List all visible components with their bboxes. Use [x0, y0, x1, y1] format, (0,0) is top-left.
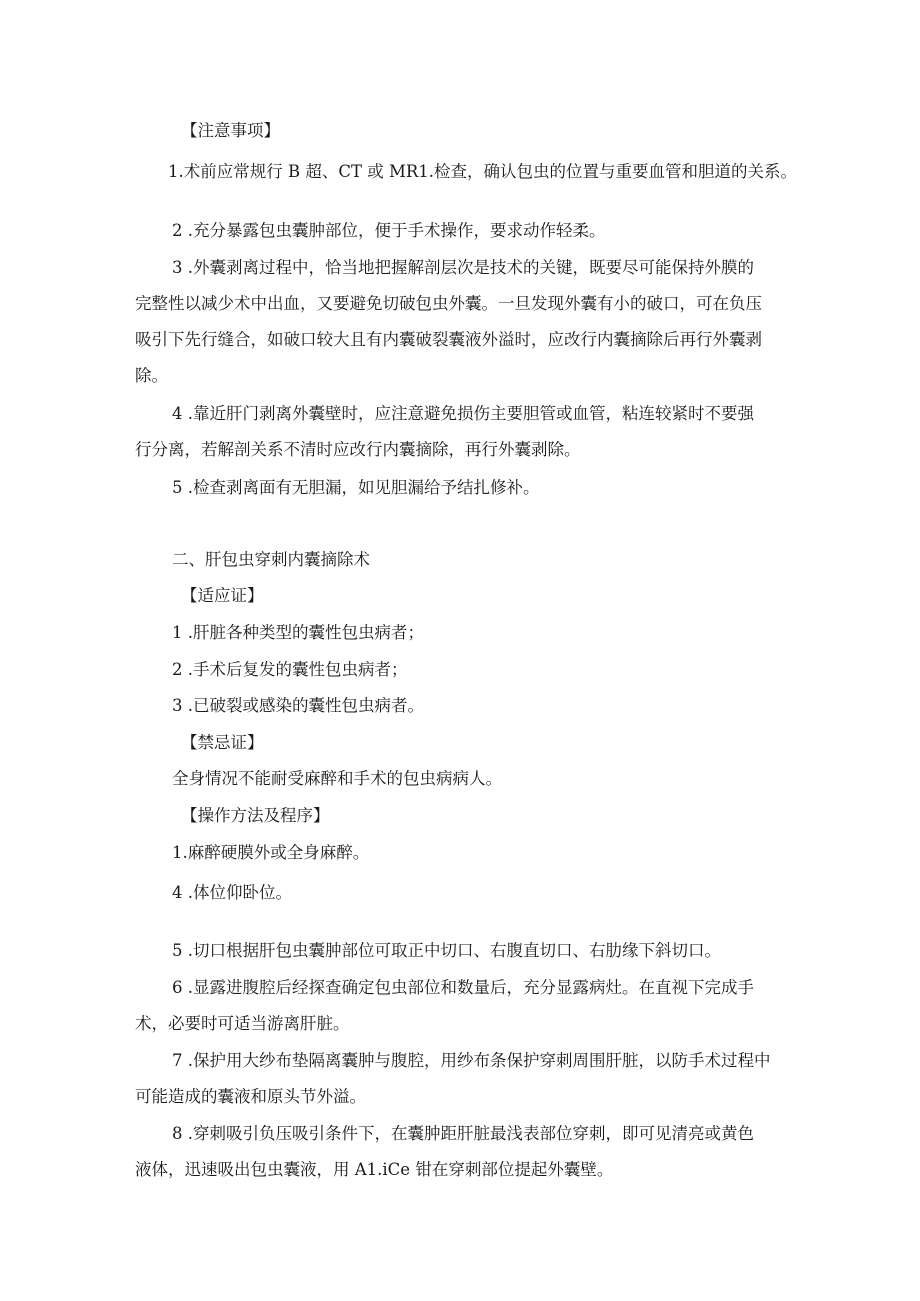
note-3-line-2: 完整性以减少术中出血，又要避免切破包虫外囊。一旦发现外囊有小的破口，可在负压	[135, 294, 762, 313]
note-3-line-4: 除。	[135, 366, 168, 385]
step-4: 4 .体位仰卧位。	[172, 883, 292, 902]
contraindications-heading: 【禁忌证】	[181, 733, 264, 752]
note-3-line-3: 吸引下先行缝合，如破口较大且有内囊破裂囊液外溢时，应改行内囊摘除后再行外囊剥	[135, 330, 762, 349]
contraindications-text: 全身情况不能耐受麻醉和手术的包虫病病人。	[172, 769, 502, 788]
notes-heading: 【注意事项】	[181, 121, 280, 140]
step-1: 1.麻醉硬膜外或全身麻醉。	[172, 843, 370, 862]
step-7-line-1: 7 .保护用大纱布垫隔离囊肿与腹腔，用纱布条保护穿刺周围肝脏，以防手术过程中	[172, 1051, 771, 1070]
step-8-line-1: 8 .穿刺吸引负压吸引条件下，在囊肿距肝脏最浅表部位穿刺，即可见清亮或黄色	[172, 1124, 754, 1143]
note-5: 5 .检查剥离面有无胆漏，如见胆漏给予结扎修补。	[172, 478, 540, 497]
section-title: 二、肝包虫穿刺内囊摘除术	[172, 550, 370, 569]
step-8-line-2: 液体，迅速吸出包虫囊液，用 A1.iCe 钳在穿刺部位提起外囊壁。	[135, 1160, 614, 1179]
note-4-line-1: 4 .靠近肝门剥离外囊壁时，应注意避免损伤主要胆管或血管，粘连较紧时不要强	[172, 404, 754, 423]
procedure-heading: 【操作方法及程序】	[181, 806, 330, 825]
step-5: 5 .切口根据肝包虫囊肿部位可取正中切口、右腹直切口、右肋缘下斜切口。	[172, 941, 721, 960]
note-1: 1.术前应常规行 B 超、CT 或 MR1.检查，确认包虫的位置与重要血管和胆道的关系。	[168, 162, 798, 181]
note-2: 2 .充分暴露包虫囊肿部位，便于手术操作，要求动作轻柔。	[172, 221, 606, 240]
indication-item: 2 .手术后复发的囊性包虫病者；	[172, 660, 408, 679]
indications-heading: 【适应证】	[181, 586, 264, 605]
step-6-line-1: 6 .显露进腹腔后经探查确定包虫部位和数量后，充分显露病灶。在直视下完成手	[172, 978, 754, 997]
step-6-line-2: 术，必要时可适当游离肝脏。	[135, 1014, 350, 1033]
step-7-line-2: 可能造成的囊液和原头节外溢。	[135, 1087, 366, 1106]
note-3-line-1: 3 .外囊剥离过程中，恰当地把握解剖层次是技术的关键，既要尽可能保持外膜的	[172, 258, 754, 277]
note-4-line-2: 行分离，若解剖关系不清时应改行内囊摘除，再行外囊剥除。	[135, 440, 581, 459]
indication-item: 3 .已破裂或感染的囊性包虫病者。	[172, 696, 424, 715]
indication-item: 1 .肝脏各种类型的囊性包虫病者；	[172, 623, 424, 642]
